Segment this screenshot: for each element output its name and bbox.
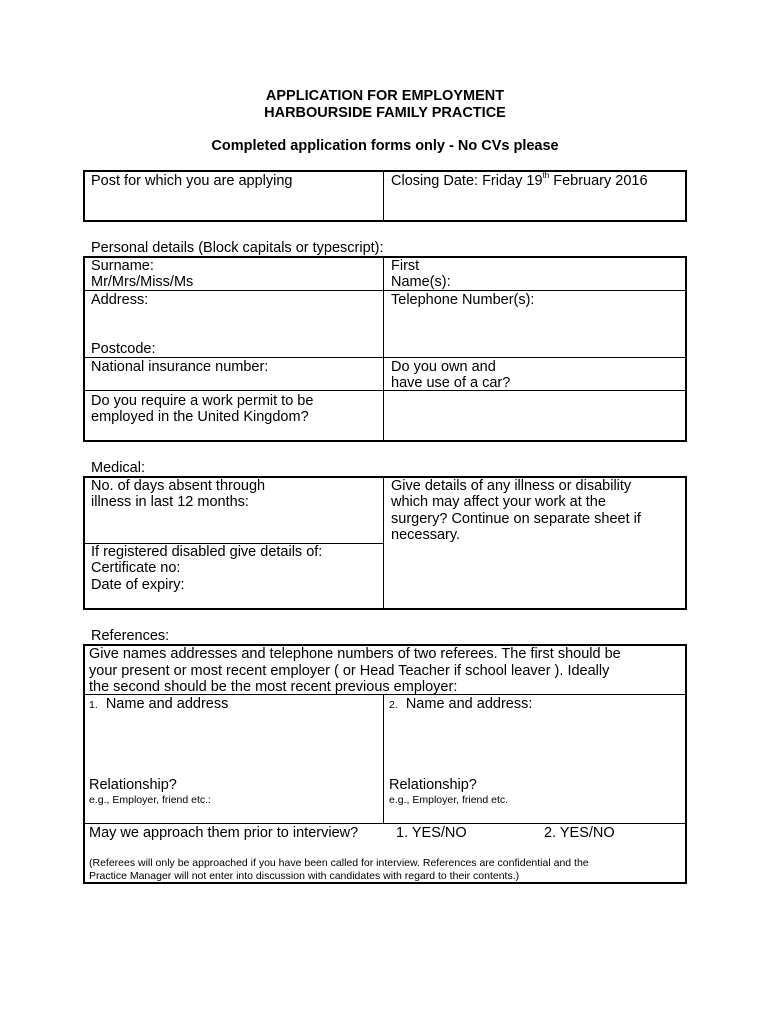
illness-label-line4: necessary. <box>391 527 461 543</box>
illness-label-line1: Give details of any illness or disability <box>391 478 632 494</box>
referee-2-yes-no[interactable]: 2. YES/NO <box>544 825 615 841</box>
references-intro-line1: Give names addresses and telephone numbers of two referees. The first should be <box>89 646 621 662</box>
form-title: APPLICATION FOR EMPLOYMENT <box>265 88 505 104</box>
references-note-line1: (Referees will only be approached if you have been called for interview. References are confidential and the <box>89 857 589 869</box>
medical-heading: Medical: <box>91 460 145 476</box>
form-subtitle: Completed application forms only - No CVs please <box>211 138 559 154</box>
postcode-label: Postcode: <box>91 341 156 357</box>
referee-1-yes-no[interactable]: 1. YES/NO <box>396 825 467 841</box>
illness-label-line3: surgery? Continue on separate sheet if <box>391 511 641 527</box>
references-intro-line2: your present or most recent employer ( or Head Teacher if school leaver ). Ideally <box>89 663 610 679</box>
first-label: First <box>391 258 420 274</box>
approach-question: May we approach them prior to interview? <box>89 825 359 841</box>
post-label: Post for which you are applying <box>91 173 293 189</box>
address-label: Address: <box>91 292 149 308</box>
referee-2-relationship-label: Relationship? <box>389 777 477 793</box>
post-divider <box>383 171 384 221</box>
car-label-line1: Do you own and <box>391 359 496 375</box>
personal-divider <box>383 257 384 441</box>
disabled-label: If registered disabled give details of: <box>91 544 323 560</box>
days-absent-label-line2: illness in last 12 months: <box>91 494 249 510</box>
illness-label-line2: which may affect your work at the <box>391 494 606 510</box>
referee-1-relationship-example: e.g., Employer, friend etc.: <box>89 794 211 806</box>
references-divider <box>383 694 384 823</box>
closing-date-area <box>391 192 681 218</box>
permit-label-line1: Do you require a work permit to be <box>91 393 314 409</box>
practice-name: HARBOURSIDE FAMILY PRACTICE <box>264 105 506 121</box>
permit-label-line2: employed in the United Kingdom? <box>91 409 309 425</box>
post-input[interactable] <box>91 192 376 218</box>
expiry-label: Date of expiry: <box>91 577 185 593</box>
surname-label: Surname: <box>91 258 154 274</box>
personal-heading: Personal details (Block capitals or typescript): <box>91 240 384 256</box>
medical-divider <box>383 477 384 609</box>
telephone-label: Telephone Number(s): <box>391 292 535 308</box>
permit-answer-field[interactable] <box>390 394 680 438</box>
references-row-line-2 <box>84 823 686 824</box>
certificate-label: Certificate no: <box>91 560 181 576</box>
personal-row-line-2 <box>84 357 686 358</box>
days-absent-label-line1: No. of days absent through <box>91 478 266 494</box>
first-names-label: Name(s): <box>391 274 451 290</box>
title-options-label: Mr/Mrs/Miss/Ms <box>91 274 194 290</box>
references-intro-line3: the second should be the most recent previous employer: <box>89 679 458 695</box>
personal-row-line-3 <box>84 390 686 391</box>
references-heading: References: <box>91 628 170 644</box>
referee-1-relationship-label: Relationship? <box>89 777 177 793</box>
closing-date: Closing Date: Friday 19th February 2016 <box>391 171 648 189</box>
references-note-line2: Practice Manager will not enter into discussion with candidates with regard to their contents.) <box>89 870 520 882</box>
referee-1-label: 1. Name and address <box>89 696 229 712</box>
car-label-line2: have use of a car? <box>391 375 511 391</box>
ni-label: National insurance number: <box>91 359 269 375</box>
referee-2-label: 2. Name and address: <box>389 696 533 712</box>
referee-2-relationship-example: e.g., Employer, friend etc. <box>389 794 509 806</box>
